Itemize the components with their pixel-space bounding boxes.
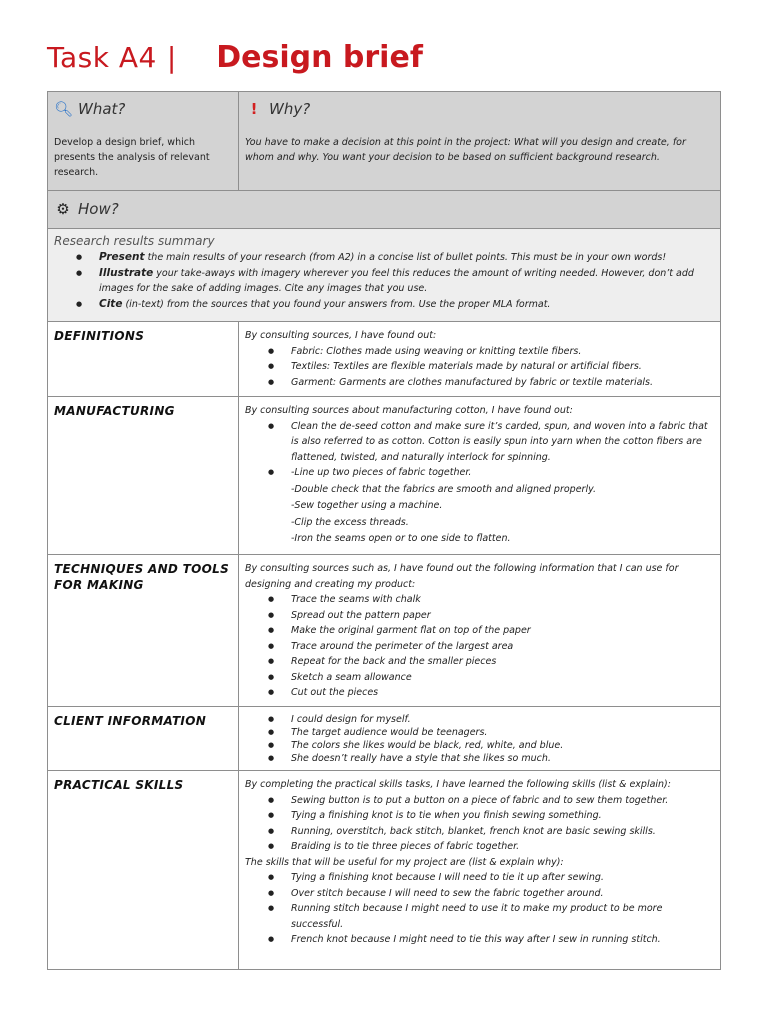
- client-content: [239, 707, 720, 770]
- list-step: -Sew together using a machine.: [291, 500, 443, 511]
- title-task: Task A4: [47, 41, 157, 74]
- what-text: Develop a design brief, which presents the analysis of relevant research.: [54, 137, 210, 178]
- title-separator: |: [166, 41, 177, 74]
- how-heading-text: How?: [78, 200, 119, 218]
- manufacturing-list: [245, 419, 714, 547]
- techniques-row: [48, 555, 720, 707]
- manufacturing-row: [48, 397, 720, 555]
- exclamation-icon: !: [250, 100, 258, 118]
- what-heading-text: What?: [78, 100, 126, 118]
- list-step: -Iron the seams open or to one side to flatten.: [291, 533, 511, 544]
- list-step: -Clip the excess threads.: [291, 516, 409, 528]
- why-cell: [239, 92, 720, 190]
- client-label: CLIENT INFORMATION: [48, 707, 239, 770]
- magnifier-icon: 🔍︎: [54, 100, 74, 118]
- definitions-content: [239, 322, 720, 396]
- list-item: ● I could design for myself.: [268, 713, 714, 726]
- why-heading-text: Why?: [269, 100, 311, 118]
- manufacturing-label: MANUFACTURING: [48, 397, 239, 554]
- list-item: ● Sketch a seam allowance: [268, 670, 714, 686]
- list-item: ● Garment: Garments are clothes manufactured by fabric or textile materials.: [268, 375, 714, 391]
- list-item: ● Textiles: Textiles are flexible materials made by natural or artificial fibers.: [268, 359, 714, 375]
- definitions-label: DEFINITIONS: [48, 322, 239, 396]
- list-item: ● Trace around the perimeter of the largest area: [268, 639, 714, 655]
- techniques-list: [245, 592, 714, 701]
- client-list: [245, 713, 714, 765]
- research-item: ● Present the main results of your research (from A2) in a concise list of bullet points. This must be in your own words!: [76, 250, 714, 266]
- list-item: ● Clean the de-seed cotton and make sure it’s carded, spun, and woven into a fabric that is also referred to as cotton. Cotton is easily spun into yarn when the cotton fibers are flattened, twisted, and naturally interlock for spinning.: [268, 419, 714, 466]
- techniques-content: [239, 555, 720, 706]
- list-item: ● Repeat for the back and the smaller pieces: [268, 654, 714, 670]
- list-item: ● Over stitch because I will need to sew the fabric together around.: [268, 886, 714, 902]
- why-text: You have to make a decision at this point in the project: What will you design and create, for whom and why. You want your decision to be based on sufficient background research.: [245, 137, 686, 163]
- techniques-label: TECHNIQUES AND TOOLS FOR MAKING: [48, 555, 239, 706]
- list-item: ● Trace the seams with chalk: [268, 592, 714, 608]
- list-item: ● French knot because I might need to tie this way after I sew in running stitch.: [268, 932, 714, 948]
- practical-list: [245, 793, 714, 855]
- how-row: [48, 191, 720, 229]
- title-main: Design brief: [216, 40, 423, 75]
- research-item: ● Illustrate your take-aways with imagery wherever you feel this reduces the amount of writing needed. However, don’t add images for the sake of adding images. Cite any images that you use.: [76, 266, 714, 297]
- techniques-intro: By consulting sources such as, I have found out the following information that I can use for designing and creating my product:: [245, 563, 679, 590]
- list-item: ● Running stitch because I might need to use it to make my product to be more successful.: [268, 901, 714, 932]
- research-title: Research results summary: [54, 234, 215, 248]
- practical-intro-2: The skills that will be useful for my project are (list & explain why):: [245, 856, 564, 868]
- gear-icon: ⚙: [56, 200, 70, 218]
- list-item: ● She doesn’t really have a style that she likes so much.: [268, 752, 714, 765]
- list-item: ● Sewing button is to put a button on a piece of fabric and to sew them together.: [268, 793, 714, 809]
- research-list: [54, 250, 714, 312]
- definitions-list: [245, 344, 714, 391]
- page-title: [47, 40, 423, 88]
- practical-label: PRACTICAL SKILLS: [48, 771, 239, 969]
- how-heading: [54, 198, 714, 220]
- research-item: ● Cite (in-text) from the sources that you found your answers from. Use the proper MLA format.: [76, 297, 714, 313]
- design-brief-table: [47, 91, 721, 970]
- list-item: ● Make the original garment flat on top of the paper: [268, 623, 714, 639]
- list-item: ● Running, overstitch, back stitch, blanket, french knot are basic sewing skills.: [268, 824, 714, 840]
- definitions-intro: By consulting sources, I have found out:: [245, 330, 437, 341]
- list-item: ● Tying a finishing knot is to tie when you finish sewing something.: [268, 808, 714, 824]
- list-item: ● Fabric: Clothes made using weaving or knitting textile fibers.: [268, 344, 714, 360]
- list-item: ● Tying a finishing knot because I will need to tie it up after sewing.: [268, 870, 714, 886]
- practical-row: [48, 771, 720, 969]
- what-why-row: [48, 92, 720, 191]
- practical-list-2: [245, 870, 714, 948]
- client-row: [48, 707, 720, 771]
- manufacturing-content: [239, 397, 720, 554]
- practical-content: [239, 771, 720, 969]
- what-cell: [48, 92, 239, 190]
- list-item: ● The colors she likes would be black, red, white, and blue.: [268, 739, 714, 752]
- why-heading: [245, 98, 714, 120]
- list-step: -Double check that the fabrics are smooth and aligned properly.: [291, 483, 596, 495]
- research-summary: [48, 229, 720, 322]
- definitions-row: [48, 322, 720, 397]
- list-item: ● The target audience would be teenagers.: [268, 726, 714, 739]
- list-item: ● Braiding is to tie three pieces of fabric together.: [268, 839, 714, 855]
- practical-intro: By completing the practical skills tasks, I have learned the following skills (list & explain):: [245, 779, 671, 790]
- list-item: ● Spread out the pattern paper: [268, 608, 714, 624]
- list-item: ● -Line up two pieces of fabric together.: [268, 465, 714, 481]
- manufacturing-intro: By consulting sources about manufacturing cotton, I have found out:: [245, 405, 573, 416]
- list-item: ● Cut out the pieces: [268, 685, 714, 701]
- what-heading: [54, 98, 232, 120]
